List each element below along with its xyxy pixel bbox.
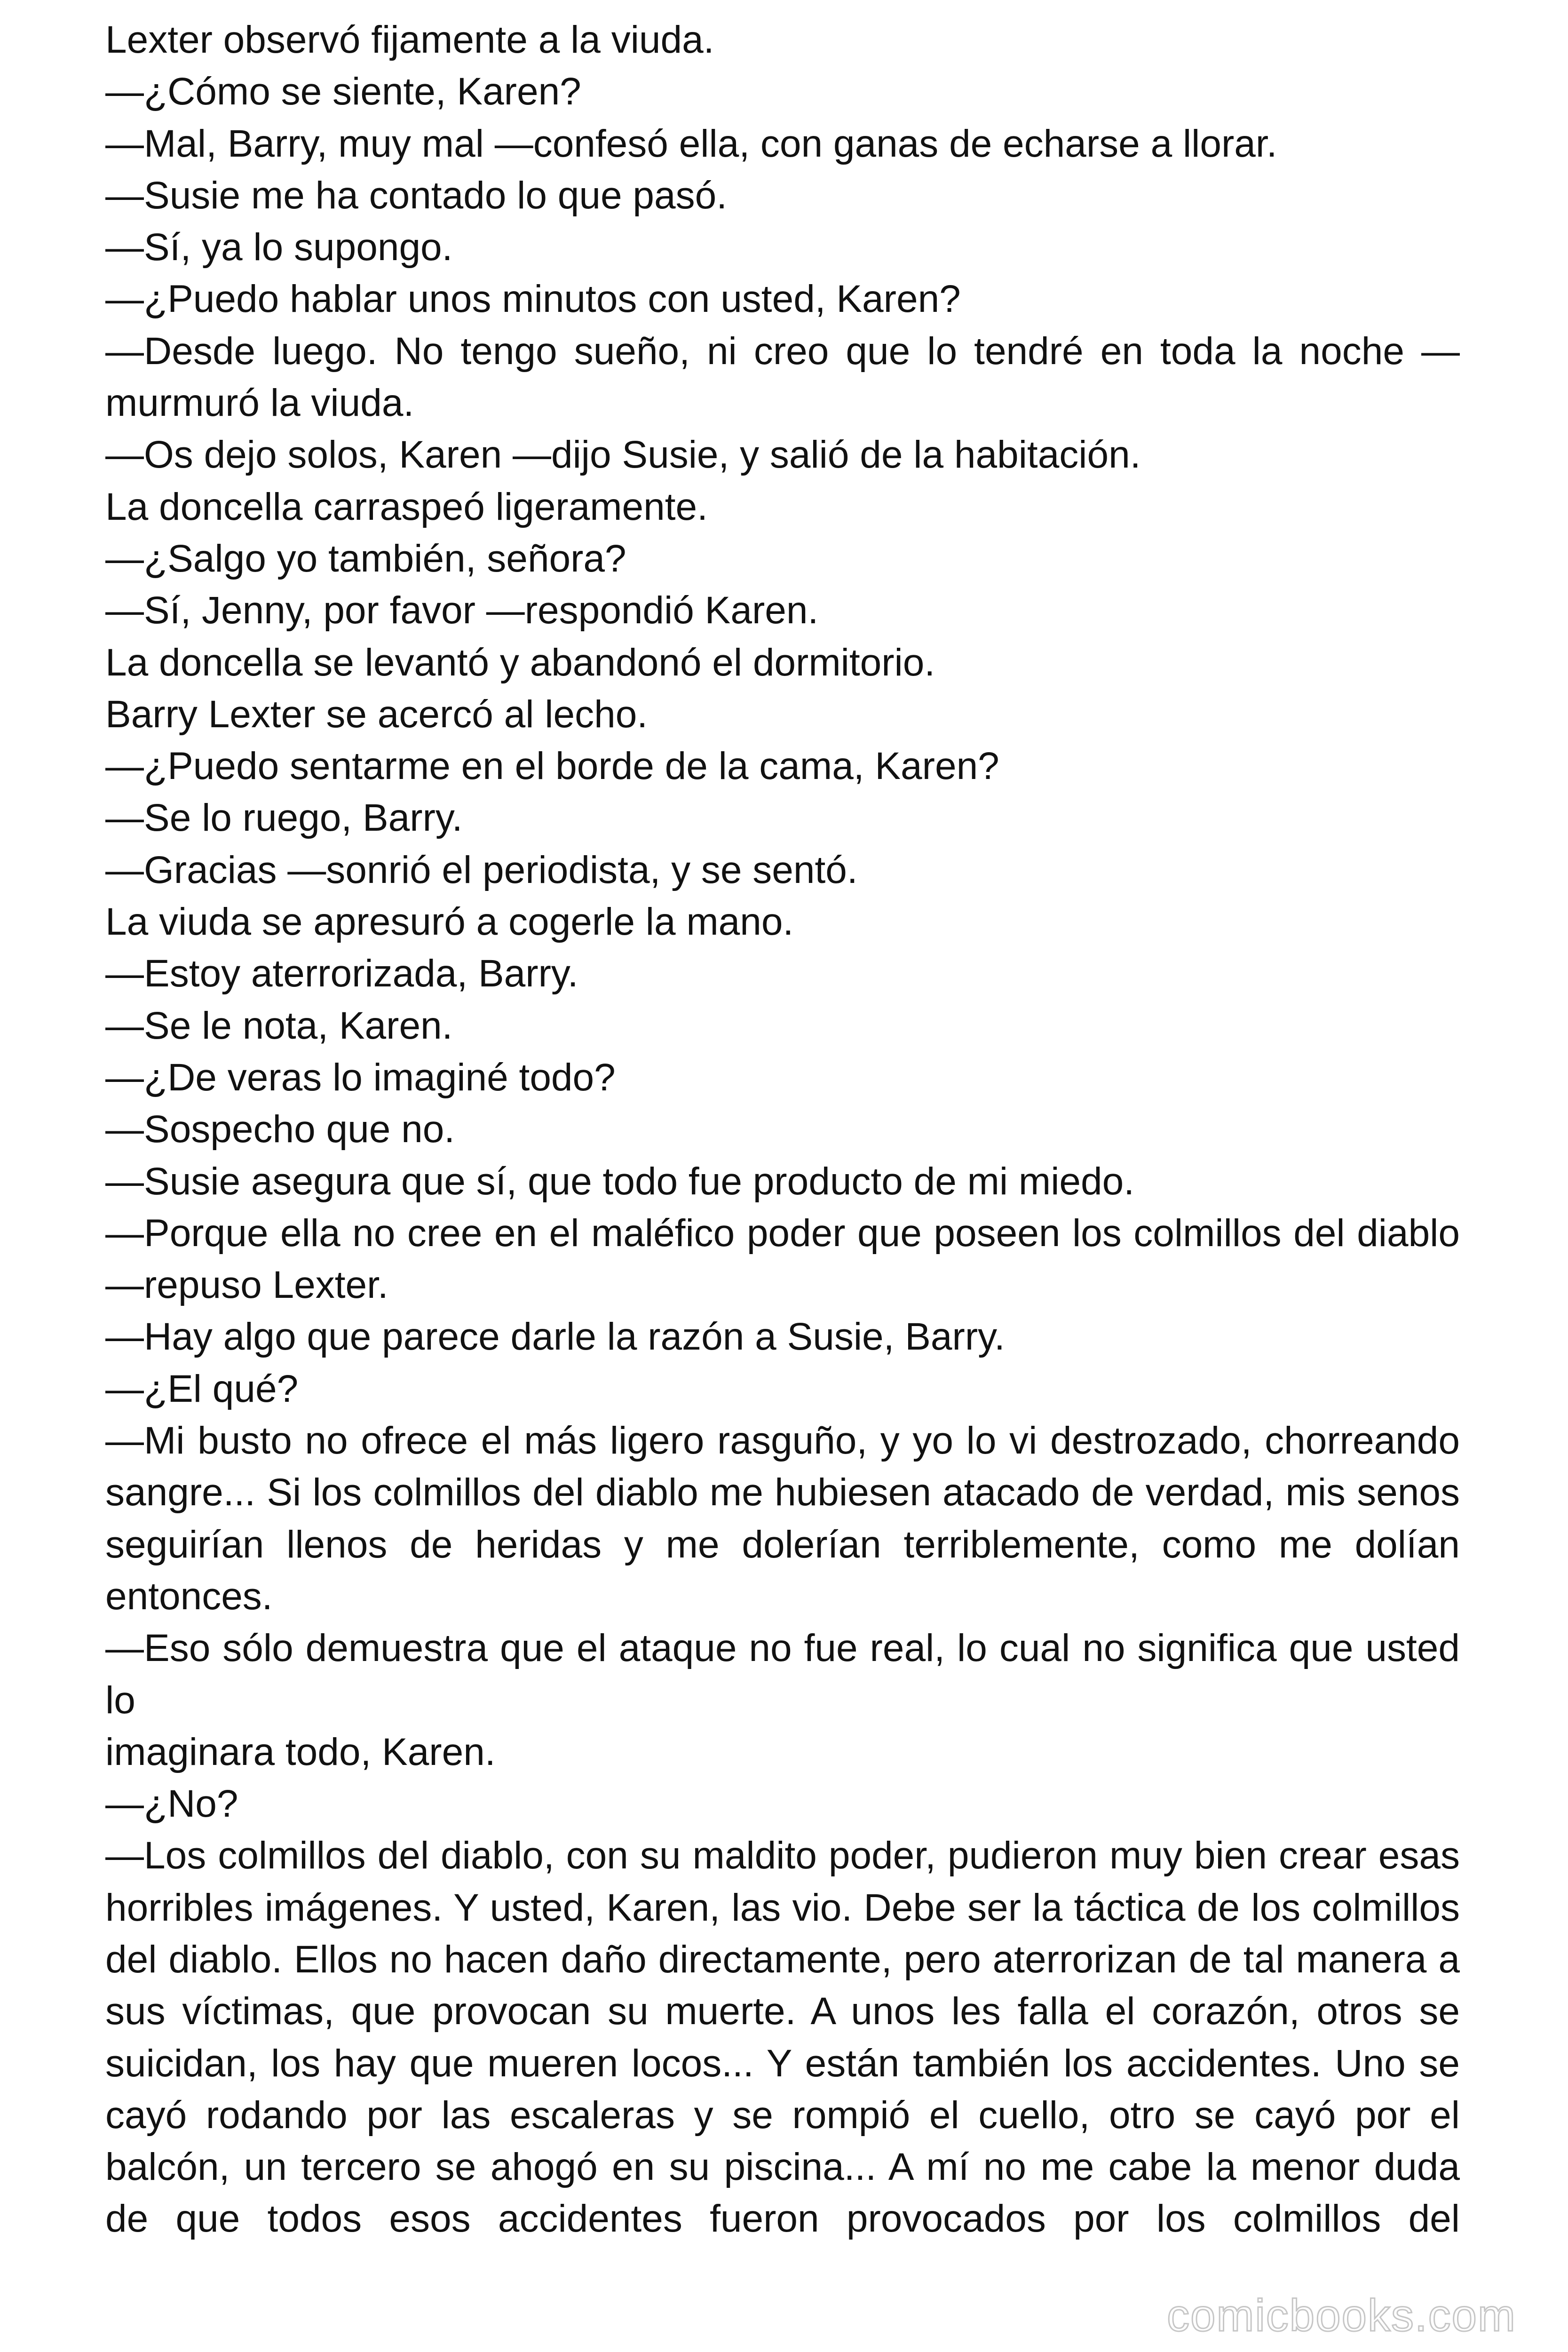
- paragraph: —Mal, Barry, muy mal —confesó ella, con ganas de echarse a llorar.: [105, 122, 1277, 165]
- paragraph: —Estoy aterrorizada, Barry.: [105, 952, 578, 995]
- paragraph: imaginara todo, Karen.: [105, 1730, 496, 1773]
- paragraph: —Mi busto no ofrece el más ligero rasguño, y yo lo vi destrozado, chorreando sangre... Si los colmillos del diablo me hubiesen atacado de verdad, mis senos seguirían llenos de heridas y me dolerían terriblemente, como me dolían entonces.: [105, 1419, 1460, 1618]
- paragraph: —Los colmillos del diablo, con su maldito poder, pudieron muy bien crear esas horribles imágenes. Y usted, Karen, las vio. Debe ser la táctica de los colmillos del diablo. Ellos no hacen daño directamente, pero aterrorizan de tal manera a sus víctimas, que provocan su muerte. A unos les falla el corazón, otros se suicidan, los hay que mueren locos... Y están también los accidentes. Uno se cayó rodando por las escaleras y se rompió el cuello, otro se cayó por el balcón, un tercero se ahogó en su piscina... A mí no me cabe la menor duda de que todos esos accidentes fueron provocados por los colmillos del: [105, 1834, 1460, 2241]
- paragraph: —¿El qué?: [105, 1367, 299, 1410]
- paragraph: —Gracias —sonrió el periodista, y se sentó.: [105, 848, 858, 891]
- paragraph: —Porque ella no cree en el maléfico poder que poseen los colmillos del diablo —repuso Lexter.: [105, 1211, 1460, 1307]
- paragraph: —¿No?: [105, 1782, 238, 1826]
- paragraph: —¿Salgo yo también, señora?: [105, 537, 626, 580]
- paragraph: —Se lo ruego, Barry.: [105, 796, 463, 840]
- paragraph: —Eso sólo demuestra que el ataque no fue real, lo cual no significa que usted lo: [105, 1627, 1460, 1722]
- paragraph: —¿Cómo se siente, Karen?: [105, 70, 581, 113]
- paragraph: —Sí, ya lo supongo.: [105, 226, 453, 269]
- paragraph: Lexter observó fijamente a la viuda.: [105, 18, 714, 61]
- paragraph: —¿Puedo sentarme en el borde de la cama, Karen?: [105, 745, 999, 788]
- paragraph: —Susie asegura que sí, que todo fue producto de mi miedo.: [105, 1160, 1135, 1203]
- paragraph: —¿Puedo hablar unos minutos con usted, Karen?: [105, 278, 961, 321]
- paragraph: —Os dejo solos, Karen —dijo Susie, y salió de la habitación.: [105, 433, 1141, 477]
- body-text: [105, 14, 1460, 2245]
- paragraph: La doncella carraspeó ligeramente.: [105, 485, 708, 528]
- paragraph: —¿De veras lo imaginé todo?: [105, 1056, 616, 1099]
- paragraph: —Sospecho que no.: [105, 1108, 455, 1151]
- watermark-logo: comicbooks.com: [1167, 2290, 1516, 2341]
- paragraph: —Susie me ha contado lo que pasó.: [105, 174, 727, 217]
- paragraph: Barry Lexter se acercó al lecho.: [105, 692, 648, 736]
- paragraph: —Desde luego. No tengo sueño, ni creo que lo tendré en toda la noche —murmuró la viuda.: [105, 329, 1460, 425]
- paragraph: —Se le nota, Karen.: [105, 1004, 453, 1047]
- paragraph: —Hay algo que parece darle la razón a Susie, Barry.: [105, 1315, 1005, 1359]
- paragraph: —Sí, Jenny, por favor —respondió Karen.: [105, 589, 819, 632]
- paragraph: La doncella se levantó y abandonó el dormitorio.: [105, 641, 935, 684]
- paragraph: La viuda se apresuró a cogerle la mano.: [105, 900, 794, 944]
